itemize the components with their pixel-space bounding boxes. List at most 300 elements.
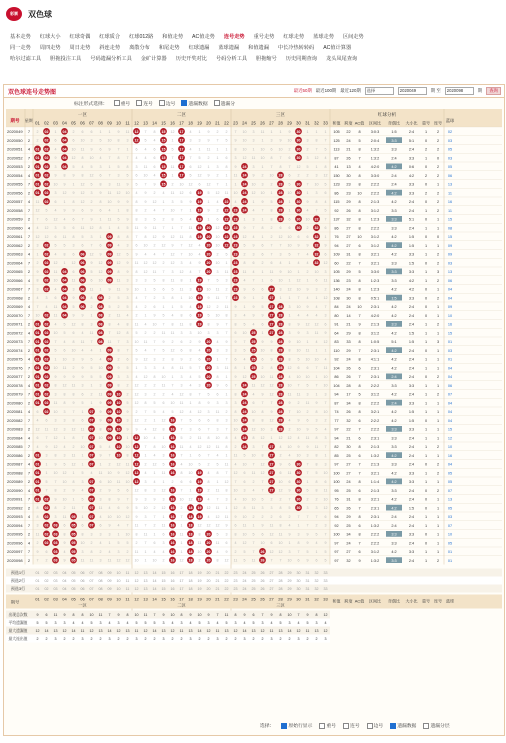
analysis-value: 3:3 [391, 445, 397, 449]
miss-value: 12 [89, 226, 94, 231]
miss-value: 12 [62, 191, 67, 196]
analysis-value: 2:2:2 [370, 541, 380, 546]
nav-link[interactable]: 周四走势 [39, 45, 61, 51]
from-issue-input[interactable]: 2020049 [398, 87, 427, 95]
nav-link[interactable]: AC值计算器 [323, 45, 352, 51]
ball-number: 04 [62, 269, 67, 274]
nav-link[interactable]: 胆拖投注工具 [50, 56, 82, 62]
miss-value: 9 [81, 366, 84, 371]
miss-value: 7 [297, 296, 300, 301]
miss-value: 4 [315, 313, 318, 318]
stats-value: 4 [270, 621, 273, 625]
miss-value: 2 [243, 252, 246, 257]
miss-value: 4 [144, 252, 147, 257]
nav-link[interactable]: AC值走势 [192, 34, 215, 40]
week-day: 4 [27, 487, 31, 493]
brand-name: 双色球 [28, 9, 52, 19]
analysis-value: 77 [334, 418, 339, 423]
miss-value: 6 [99, 208, 102, 213]
miss-value: 10 [170, 208, 175, 213]
ball-number: 01 [35, 147, 40, 152]
miss-value: 2 [261, 366, 264, 371]
miss-value: 4 [153, 479, 156, 484]
to-issue-input[interactable]: 2020098 [445, 87, 474, 95]
footer-number-header: 06 [80, 596, 85, 602]
summary-number: 03 [53, 587, 58, 591]
miss-value: 3 [279, 252, 282, 257]
miss-value: 6 [81, 523, 84, 528]
miss-value: 8 [90, 549, 93, 554]
miss-value: 11 [143, 339, 148, 344]
miss-value: 8 [171, 357, 174, 362]
zone-label: 二区 [176, 112, 187, 117]
analysis-value: 34 [346, 401, 351, 406]
ball-number: 24 [242, 401, 247, 406]
analysis-value: 2 [436, 375, 440, 379]
ball-number: 09 [107, 252, 112, 257]
miss-value: 10 [296, 304, 301, 309]
summary-number: 17 [179, 571, 184, 575]
miss-value: 10 [179, 497, 184, 502]
nav-link[interactable]: 历史开奖对比 [175, 56, 207, 62]
miss-value: 2 [135, 313, 138, 318]
issue-number: 2020066 [7, 277, 23, 283]
summary-number: 13 [143, 587, 148, 591]
miss-value: 5 [81, 401, 84, 406]
nav-link[interactable]: 蓝球遗漏 [218, 45, 240, 51]
miss-value: 12 [269, 392, 274, 397]
miss-value: 4 [99, 357, 102, 362]
nav-link[interactable]: 胆拖缩号 [256, 56, 277, 62]
miss-value: 2 [63, 506, 66, 511]
miss-value: 5 [243, 348, 246, 353]
analysis-value: 4 [358, 165, 361, 169]
miss-value: 6 [81, 392, 84, 397]
nav-link[interactable]: 哈尔过滤工具 [10, 56, 42, 62]
miss-value: 5 [99, 444, 102, 449]
stats-value: 3 [135, 637, 138, 641]
miss-value: 11 [215, 287, 220, 292]
miss-value: 4 [297, 436, 300, 441]
miss-value: 12 [116, 462, 121, 467]
ball-number: 20 [206, 383, 211, 388]
recent-120-link[interactable]: 最近120期 [340, 88, 361, 93]
miss-value: 10 [242, 497, 247, 502]
footer-number-header: 19 [197, 596, 202, 602]
nav-link[interactable]: 红球大小 [39, 34, 61, 40]
analysis-value: 0 [424, 418, 428, 423]
summary-number: 30 [296, 587, 301, 591]
footer-number-header: 12 [134, 596, 139, 602]
miss-value: 10 [287, 243, 292, 248]
miss-value: 4 [198, 243, 201, 248]
analysis-value: 97 [334, 541, 339, 546]
miss-value: 2 [99, 488, 102, 493]
miss-value: 12 [71, 261, 76, 266]
option-checkbox[interactable] [319, 722, 336, 729]
ball-number: 01 [35, 164, 40, 169]
analysis-value: 8 [358, 130, 361, 134]
number-header: 21 [215, 120, 220, 126]
nav-link[interactable]: 和尾走势 [158, 45, 180, 51]
miss-value: 4 [126, 313, 129, 318]
miss-value: 5 [171, 409, 174, 414]
ball-number: 24 [242, 182, 247, 187]
miss-value: 1 [288, 261, 291, 266]
nav-link[interactable]: 红球质合 [99, 34, 121, 40]
option-label: 重号 [120, 101, 131, 107]
miss-value: 12 [116, 331, 121, 336]
analysis-value: 97 [334, 427, 339, 432]
analysis-value: 8 [358, 410, 361, 414]
blue-ball-value: 10 [447, 313, 453, 318]
miss-value: 4 [63, 549, 66, 554]
miss-value: 6 [153, 304, 156, 309]
stats-value: 11 [143, 613, 148, 617]
miss-value: 3 [252, 252, 255, 257]
ball-number: 28 [278, 401, 283, 406]
analysis-value: 10 [357, 191, 362, 196]
miss-value: 3 [153, 488, 156, 493]
miss-value: 10 [215, 436, 220, 441]
summary-number: 08 [98, 579, 103, 583]
stats-value: 3 [243, 637, 246, 641]
analysis-value: 3:3 [391, 558, 397, 563]
miss-value: 12 [143, 374, 148, 379]
nav-link[interactable]: 龙头凤尾查询 [325, 56, 358, 62]
option-checkbox[interactable] [367, 722, 384, 729]
issue-number: 2020079 [7, 391, 23, 397]
miss-value: 3 [306, 506, 309, 511]
analysis-value: 1 [436, 480, 440, 484]
blue-ball-value: 16 [447, 322, 453, 327]
analysis-value: 123 [333, 182, 340, 187]
miss-value: 10 [53, 182, 58, 187]
ball-number: 12 [134, 444, 139, 449]
issue-number: 2020086 [7, 452, 23, 458]
miss-value: 1 [261, 278, 264, 283]
week-day: 2 [27, 531, 31, 537]
analysis-value: 6 [358, 418, 361, 423]
miss-value: 7 [261, 488, 264, 493]
analysis-value: 3:3 [408, 156, 415, 161]
analysis-value: 1 [424, 445, 428, 449]
analysis-value: 2 [436, 471, 440, 476]
miss-value: 4 [252, 269, 255, 274]
miss-value: 12 [134, 488, 139, 493]
analysis-value: 32 [346, 418, 351, 423]
nav-link[interactable]: 周日走势 [69, 45, 91, 51]
analysis-value: 3:3 [408, 480, 415, 484]
nav-link[interactable]: 连号走势 [223, 34, 245, 40]
miss-value: 11 [53, 269, 58, 274]
analysis-value: 2:1:3 [370, 445, 380, 449]
summary-number: 03 [53, 579, 58, 583]
miss-value: 5 [324, 147, 327, 152]
ball-number: 18 [188, 541, 193, 546]
stats-value: 7 [297, 613, 300, 617]
miss-value: 2 [189, 339, 192, 344]
stats-value: 13 [251, 629, 256, 633]
footer-issue: 期号 [10, 599, 20, 605]
recent-100-link[interactable]: 最近100期 [315, 88, 337, 93]
analysis-value: 2:2:2 [370, 182, 380, 187]
miss-value: 12 [197, 444, 202, 449]
miss-value: 5 [54, 243, 57, 248]
miss-value: 8 [72, 234, 75, 239]
ball-number: 03 [53, 549, 58, 554]
miss-value: 7 [126, 497, 129, 502]
stats-value: 9 [207, 613, 210, 617]
miss-value: 11 [35, 532, 40, 537]
miss-value: 5 [126, 252, 129, 257]
miss-value: 6 [72, 217, 75, 222]
miss-value: 6 [198, 357, 201, 362]
analysis-value: 7 [358, 313, 361, 318]
miss-value: 3 [135, 278, 138, 283]
miss-value: 3 [252, 444, 255, 449]
miss-value: 8 [315, 138, 318, 143]
ball-number: 22 [224, 199, 229, 204]
analysis-value: 7 [358, 541, 361, 546]
ball-number: 23 [233, 208, 238, 213]
miss-value: 12 [305, 322, 310, 327]
miss-value: 12 [242, 374, 247, 379]
summary-number: 11 [125, 587, 130, 591]
ball-number: 17 [179, 138, 184, 143]
period-select[interactable]: 选择 [365, 87, 394, 95]
stats-value: 10 [197, 613, 202, 617]
analysis-value: 4:2 [391, 471, 397, 476]
miss-value: 7 [144, 409, 147, 414]
analysis-value: 24 [346, 357, 351, 362]
nav-link[interactable]: 金矿计算器 [140, 56, 167, 62]
miss-value: 3 [315, 418, 318, 423]
ball-number: 28 [278, 366, 283, 371]
analysis-value: 3:3 [391, 208, 397, 213]
summary-number: 25 [251, 579, 256, 583]
nav-link[interactable]: 红球走势 [283, 34, 305, 40]
miss-value: 9 [234, 374, 237, 379]
miss-value: 2 [144, 383, 147, 388]
nav-link[interactable]: 基本走势 [10, 34, 31, 40]
miss-value: 12 [260, 436, 265, 441]
nav-link[interactable]: 红球奇偶 [69, 34, 91, 40]
nav-link[interactable]: 号码分析工具 [215, 56, 248, 62]
miss-value: 4 [234, 462, 237, 467]
ball-number: 12 [134, 129, 139, 134]
miss-value: 10 [125, 191, 130, 196]
option-checkbox[interactable] [181, 100, 207, 107]
footer-number-header: 13 [143, 596, 148, 602]
issue-number: 2020060 [7, 225, 23, 231]
summary-number: 20 [206, 579, 211, 583]
analysis-value: 1:2:3 [370, 217, 380, 222]
miss-value: 11 [71, 453, 76, 458]
footer-number-header: 01 [35, 596, 40, 602]
miss-value: 3 [324, 392, 327, 397]
miss-value: 5 [315, 427, 318, 432]
ball-number: 09 [107, 357, 112, 362]
option-checkbox[interactable] [281, 722, 312, 729]
summary-number: 30 [296, 571, 301, 575]
miss-value: 12 [323, 261, 328, 266]
miss-value: 9 [171, 243, 174, 248]
nav-link[interactable]: 号码遗漏分析工具 [90, 56, 132, 62]
miss-value: 8 [297, 541, 300, 546]
analysis-value: 2:4 [408, 366, 415, 371]
miss-value: 12 [296, 278, 301, 283]
miss-value: 5 [135, 182, 138, 187]
option-checkbox[interactable] [136, 100, 153, 107]
ball-number: 26 [260, 549, 265, 554]
miss-value: 12 [170, 129, 175, 134]
nav-link[interactable]: 红球遗漏 [188, 45, 210, 51]
miss-value: 11 [161, 523, 166, 528]
option-checkbox[interactable] [214, 100, 235, 107]
checkbox-icon [159, 100, 165, 106]
option-checkbox[interactable] [390, 722, 416, 729]
miss-value: 9 [234, 304, 237, 309]
analysis-col-header: 跨度 [344, 120, 353, 126]
miss-value: 12 [215, 514, 220, 519]
issue-number: 2020056 [7, 190, 23, 196]
analysis-value: 1 [436, 410, 440, 414]
recent-50-link[interactable]: 最近50期 [293, 88, 312, 93]
miss-value: 6 [72, 269, 75, 274]
option-checkbox[interactable] [423, 722, 449, 729]
ball-number: 04 [62, 129, 67, 134]
summary-number: 05 [71, 579, 76, 583]
stats-value: 2 [288, 637, 291, 641]
miss-value: 3 [306, 331, 309, 336]
nav-link[interactable]: 区间走势 [342, 34, 364, 40]
stats-value: 3 [324, 637, 327, 641]
miss-value: 6 [54, 199, 57, 204]
miss-value: 4 [135, 304, 138, 309]
miss-value: 9 [63, 541, 66, 546]
issue-number: 2020051 [7, 146, 23, 152]
miss-value: 4 [117, 322, 120, 327]
miss-value: 10 [260, 427, 265, 432]
miss-value: 9 [207, 173, 210, 178]
miss-value: 10 [242, 331, 247, 336]
stats-value: 2 [225, 637, 228, 641]
miss-value: 2 [171, 479, 174, 484]
analysis-value: 14 [346, 313, 351, 318]
miss-value: 9 [54, 497, 57, 502]
miss-value: 7 [126, 156, 129, 161]
footer-analysis-col: 和值 [332, 598, 341, 604]
miss-value: 4 [306, 313, 309, 318]
analysis-value: 3:3:0 [370, 270, 380, 274]
nav-link[interactable]: 离散分布 [129, 45, 150, 51]
miss-value: 9 [288, 339, 291, 344]
analysis-value: 1 [424, 243, 428, 248]
miss-value: 1 [261, 234, 264, 239]
ball-number: 17 [179, 129, 184, 134]
analysis-value: 3:3 [391, 436, 397, 441]
nav-link[interactable]: 和值遗漏 [248, 45, 269, 51]
analysis-value: 3:3 [391, 383, 397, 388]
week-day: 2 [27, 374, 31, 379]
miss-value: 4 [108, 549, 111, 554]
option-checkbox[interactable] [114, 100, 131, 107]
nav-link[interactable]: 斜连走势 [99, 45, 121, 51]
miss-value: 7 [171, 156, 174, 161]
miss-value: 7 [234, 383, 237, 388]
miss-value: 7 [54, 479, 57, 484]
option-checkbox[interactable] [343, 722, 360, 729]
miss-value: 7 [198, 392, 201, 397]
miss-value: 1 [216, 357, 219, 362]
nav-link[interactable]: 重号走势 [253, 34, 275, 40]
miss-value: 7 [45, 436, 48, 441]
ball-number: 23 [233, 217, 238, 222]
ball-number: 10 [116, 444, 121, 449]
analysis-value: 4:2 [391, 392, 397, 397]
stats-value: 14 [197, 629, 202, 633]
nav-link[interactable]: 历史同期查询 [285, 56, 317, 62]
miss-value: 11 [125, 129, 130, 134]
analysis-value: 4:2 [408, 278, 415, 283]
nav-link[interactable]: 同一走势 [10, 45, 31, 51]
miss-value: 6 [324, 322, 327, 327]
miss-value: 2 [126, 383, 129, 388]
miss-value: 4 [135, 296, 138, 301]
to-label: 期 至 [430, 88, 441, 93]
miss-value: 3 [198, 138, 201, 143]
ball-number: 01 [35, 331, 40, 336]
miss-value: 7 [36, 304, 39, 309]
footer-number-header: 08 [98, 596, 103, 602]
miss-value: 4 [234, 497, 237, 502]
miss-value: 8 [261, 418, 264, 423]
number-header: 29 [287, 120, 292, 126]
option-checkbox[interactable] [159, 100, 176, 107]
miss-value: 3 [279, 287, 282, 292]
miss-value: 12 [44, 226, 49, 231]
miss-value: 2 [306, 226, 309, 231]
miss-value: 8 [135, 217, 138, 222]
nav-link[interactable]: 和值走势 [162, 34, 184, 40]
stats-value: 12 [170, 629, 175, 633]
miss-value: 7 [126, 348, 129, 353]
summary-number: 24 [242, 587, 247, 591]
miss-value: 6 [45, 418, 48, 423]
miss-value: 9 [135, 252, 138, 257]
ball-number: 08 [98, 331, 103, 336]
query-button[interactable]: 查询 [486, 87, 501, 95]
analysis-value: 92 [334, 208, 339, 213]
miss-value: 11 [71, 506, 76, 511]
summary-label: 预选1行 [10, 570, 26, 575]
miss-value: 5 [90, 182, 93, 187]
ball-number: 10 [116, 418, 121, 423]
miss-value: 9 [216, 383, 219, 388]
analysis-value: 92 [334, 523, 339, 528]
miss-value: 8 [225, 164, 228, 169]
nav-link[interactable]: 蓝球走势 [313, 34, 334, 40]
miss-value: 3 [162, 296, 165, 301]
miss-value: 12 [242, 234, 247, 239]
miss-value: 3 [54, 514, 57, 519]
nav-link[interactable]: 中长冷热转转码 [277, 45, 315, 51]
miss-value: 1 [162, 304, 165, 309]
analysis-value: 6 [358, 550, 361, 554]
miss-value: 1 [45, 462, 48, 467]
nav-link[interactable]: 红球012路 [129, 34, 154, 40]
